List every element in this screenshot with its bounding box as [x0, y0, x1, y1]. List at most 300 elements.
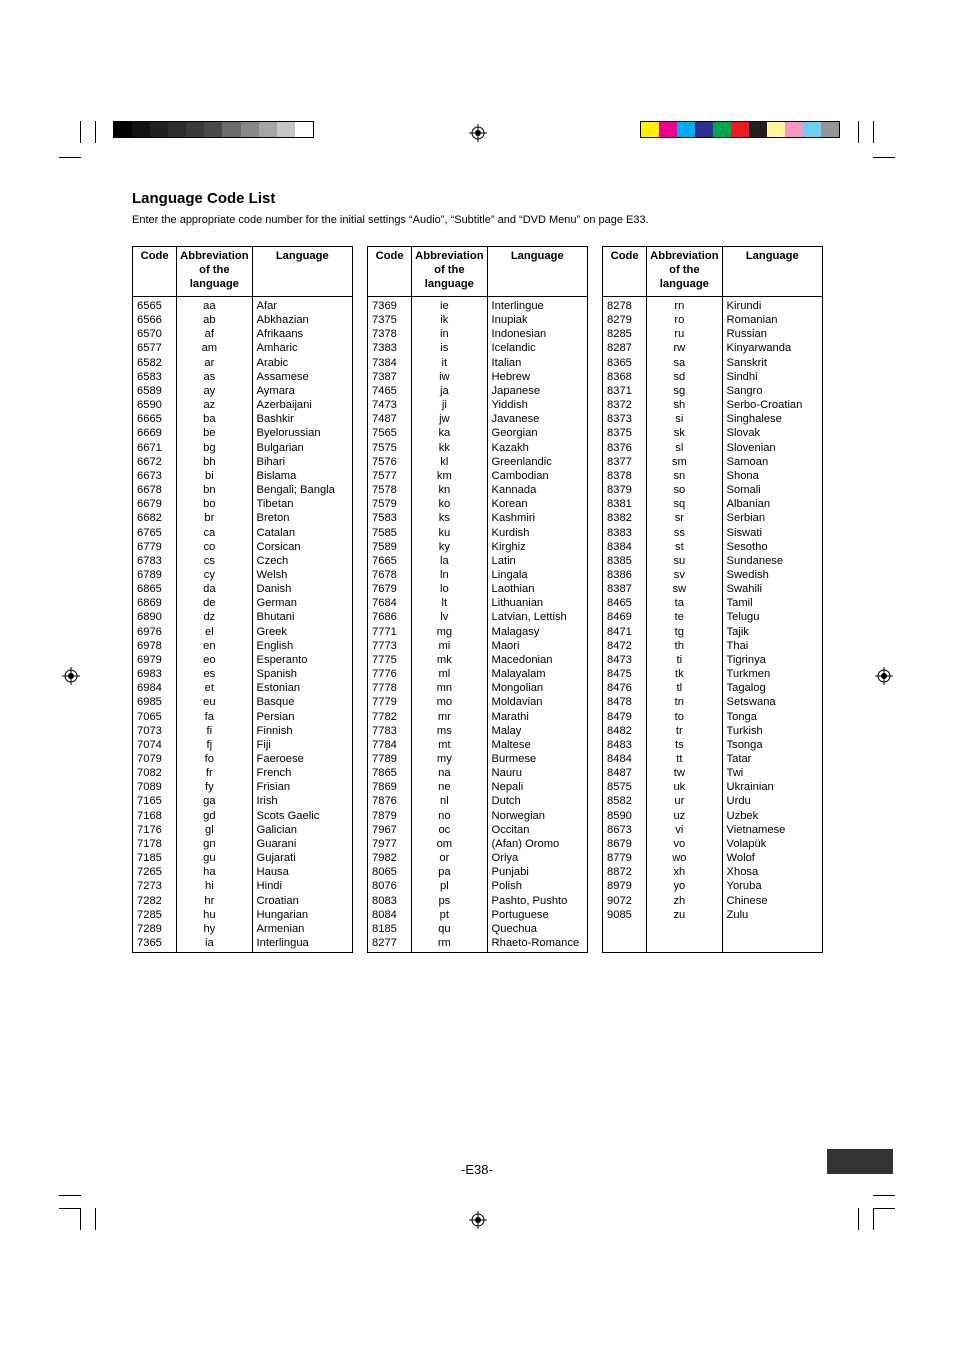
- code-cell: 6869: [137, 597, 162, 610]
- table-row: [603, 639, 823, 653]
- abbreviation-cell: tg: [647, 625, 722, 639]
- table-row: [603, 922, 823, 936]
- language-cell: Pashto, Pushto: [487, 894, 587, 908]
- code-cell: 8065: [372, 866, 397, 879]
- table-row: [133, 823, 353, 837]
- code-header: Code: [133, 247, 177, 297]
- table-row: [603, 809, 823, 823]
- abbreviation-cell: qu: [412, 922, 487, 936]
- crop-mark: [80, 121, 81, 143]
- code-cell: 7678: [372, 568, 397, 581]
- abbreviation-cell: fa: [177, 710, 252, 724]
- code-cell: 6765: [137, 526, 162, 539]
- table-row: [368, 837, 588, 851]
- registration-mark-icon: [469, 124, 487, 142]
- code-cell: 7575: [372, 441, 397, 454]
- color-swatch: [277, 122, 295, 137]
- language-cell: Shona: [722, 469, 822, 483]
- language-cell: Tsonga: [722, 738, 822, 752]
- abbreviation-cell: jw: [412, 412, 487, 426]
- abbreviation-cell: ms: [412, 724, 487, 738]
- abbreviation-cell: ja: [412, 384, 487, 398]
- table-row: [368, 667, 588, 681]
- language-cell: Slovenian: [722, 441, 822, 455]
- code-cell: 8590: [607, 809, 632, 822]
- language-cell: (Afan) Oromo: [487, 837, 587, 851]
- code-cell: 7384: [372, 356, 397, 369]
- code-cell: 7579: [372, 498, 397, 511]
- abbreviation-cell: aa: [177, 297, 252, 314]
- table-row: [133, 695, 353, 709]
- language-cell: Breton: [252, 511, 352, 525]
- language-cell: Catalan: [252, 526, 352, 540]
- language-cell: Tigrinya: [722, 653, 822, 667]
- abbreviation-cell: af: [177, 327, 252, 341]
- table-row: [368, 370, 588, 384]
- color-calibration-bar: [640, 121, 840, 138]
- table-row: [603, 455, 823, 469]
- table-row: [368, 908, 588, 922]
- code-cell: 8482: [607, 724, 632, 737]
- language-cell: Vietnamese: [722, 823, 822, 837]
- color-swatch: [677, 122, 695, 137]
- table-row: [133, 922, 353, 936]
- table-row: [133, 625, 353, 639]
- abbreviation-cell: cs: [177, 554, 252, 568]
- language-cell: Estonian: [252, 681, 352, 695]
- language-cell: Afrikaans: [252, 327, 352, 341]
- code-cell: 6577: [137, 342, 162, 355]
- table-row: [133, 526, 353, 540]
- language-cell: Thai: [722, 639, 822, 653]
- code-cell: 8279: [607, 314, 632, 327]
- language-cell: Sundanese: [722, 554, 822, 568]
- table-row: [133, 412, 353, 426]
- abbreviation-cell: it: [412, 356, 487, 370]
- table-row: [368, 879, 588, 893]
- language-cell: Czech: [252, 554, 352, 568]
- table-row: [368, 526, 588, 540]
- table-row: [603, 823, 823, 837]
- abbreviation-cell: sd: [647, 370, 722, 384]
- code-cell: 7185: [137, 852, 162, 865]
- language-cell: Bhutani: [252, 610, 352, 624]
- abbreviation-cell: ku: [412, 526, 487, 540]
- abbreviation-cell: zu: [647, 908, 722, 922]
- abbreviation-cell: kl: [412, 455, 487, 469]
- abbreviation-cell: ks: [412, 511, 487, 525]
- language-cell: Esperanto: [252, 653, 352, 667]
- abbreviation-cell: az: [177, 398, 252, 412]
- abbreviation-cell: xh: [647, 865, 722, 879]
- abbreviation-header: Abbreviation of the language: [647, 247, 722, 297]
- table-row: [368, 809, 588, 823]
- language-cell: Basque: [252, 695, 352, 709]
- table-row: [133, 596, 353, 610]
- abbreviation-cell: km: [412, 469, 487, 483]
- color-swatch: [150, 122, 168, 137]
- grayscale-calibration-bar: [113, 121, 314, 138]
- table-row: [368, 483, 588, 497]
- color-swatch: [731, 122, 749, 137]
- table-row: [603, 908, 823, 922]
- table-row: [603, 695, 823, 709]
- language-cell: Tajik: [722, 625, 822, 639]
- abbreviation-cell: co: [177, 540, 252, 554]
- abbreviation-cell: mn: [412, 681, 487, 695]
- language-cell: Macedonian: [487, 653, 587, 667]
- abbreviation-cell: ss: [647, 526, 722, 540]
- language-cell: Latvian, Lettish: [487, 610, 587, 624]
- registration-mark-icon: [875, 667, 893, 685]
- code-cell: 9085: [607, 908, 632, 921]
- code-cell: 6783: [137, 554, 162, 567]
- language-code-table-3: [602, 246, 823, 953]
- color-swatch: [749, 122, 767, 137]
- abbreviation-cell: yo: [647, 879, 722, 893]
- color-swatch: [821, 122, 839, 137]
- code-cell: 8479: [607, 710, 632, 723]
- language-cell: Bislama: [252, 469, 352, 483]
- code-cell: 6789: [137, 568, 162, 581]
- code-cell: 7783: [372, 724, 397, 737]
- abbreviation-cell: ay: [177, 384, 252, 398]
- abbreviation-cell: uz: [647, 809, 722, 823]
- code-cell: 9072: [607, 894, 632, 907]
- language-cell: Telugu: [722, 610, 822, 624]
- language-cell: Spanish: [252, 667, 352, 681]
- abbreviation-cell: bn: [177, 483, 252, 497]
- code-cell: 6570: [137, 328, 162, 341]
- abbreviation-cell: ky: [412, 540, 487, 554]
- abbreviation-cell: fr: [177, 766, 252, 780]
- code-cell: 7565: [372, 427, 397, 440]
- code-cell: 8679: [607, 837, 632, 850]
- code-cell: 7967: [372, 823, 397, 836]
- language-cell: Javanese: [487, 412, 587, 426]
- language-cell: Russian: [722, 327, 822, 341]
- code-cell: 8673: [607, 823, 632, 836]
- code-cell: 7168: [137, 809, 162, 822]
- language-cell: Nepali: [487, 780, 587, 794]
- language-cell: Lingala: [487, 568, 587, 582]
- code-cell: 8386: [607, 568, 632, 581]
- code-cell: 7176: [137, 823, 162, 836]
- language-cell: Corsican: [252, 540, 352, 554]
- crop-mark: [80, 1208, 81, 1230]
- abbreviation-cell: th: [647, 639, 722, 653]
- code-cell: 7684: [372, 597, 397, 610]
- table-row: [603, 851, 823, 865]
- code-cell: 6984: [137, 682, 162, 695]
- abbreviation-cell: ik: [412, 313, 487, 327]
- language-cell: Albanian: [722, 497, 822, 511]
- code-cell: 7778: [372, 682, 397, 695]
- language-cell: Rhaeto-Romance: [487, 936, 587, 953]
- code-cell: 8472: [607, 639, 632, 652]
- table-row: [603, 653, 823, 667]
- language-cell: Assamese: [252, 370, 352, 384]
- language-cell: Punjabi: [487, 865, 587, 879]
- abbreviation-cell: st: [647, 540, 722, 554]
- language-cell: Danish: [252, 582, 352, 596]
- code-cell: 8382: [607, 512, 632, 525]
- table-row: [603, 681, 823, 695]
- code-cell: 7876: [372, 795, 397, 808]
- language-cell: Bengali; Bangla: [252, 483, 352, 497]
- code-cell: 8872: [607, 866, 632, 879]
- abbreviation-cell: rn: [647, 297, 722, 314]
- language-cell: Kirghiz: [487, 540, 587, 554]
- crop-mark: [59, 1208, 81, 1209]
- language-cell: Afar: [252, 297, 352, 314]
- code-cell: 7178: [137, 837, 162, 850]
- language-cell: Twi: [722, 766, 822, 780]
- code-cell: 8375: [607, 427, 632, 440]
- abbreviation-cell: tk: [647, 667, 722, 681]
- table-row: [603, 297, 823, 314]
- code-cell: 6669: [137, 427, 162, 440]
- language-cell: Welsh: [252, 568, 352, 582]
- language-cell: Inupiak: [487, 313, 587, 327]
- code-cell: 7387: [372, 370, 397, 383]
- table-row: [368, 724, 588, 738]
- code-cell: 8487: [607, 767, 632, 780]
- language-cell: Greenlandic: [487, 455, 587, 469]
- table-row: [133, 568, 353, 582]
- code-cell: 7589: [372, 540, 397, 553]
- table-row: [368, 568, 588, 582]
- language-cell: Greek: [252, 625, 352, 639]
- language-cell: Bashkir: [252, 412, 352, 426]
- abbreviation-cell: [647, 936, 722, 953]
- language-cell: Maori: [487, 639, 587, 653]
- abbreviation-cell: ca: [177, 526, 252, 540]
- language-header: Language: [722, 247, 822, 297]
- abbreviation-cell: br: [177, 511, 252, 525]
- crop-mark: [59, 1195, 81, 1196]
- language-cell: Interlingua: [252, 936, 352, 953]
- code-cell: 6682: [137, 512, 162, 525]
- color-swatch: [259, 122, 277, 137]
- table-row: [603, 526, 823, 540]
- language-cell: Amharic: [252, 341, 352, 355]
- abbreviation-cell: ji: [412, 398, 487, 412]
- table-row: [133, 710, 353, 724]
- code-cell: 8979: [607, 880, 632, 893]
- abbreviation-cell: gu: [177, 851, 252, 865]
- table-row: [603, 469, 823, 483]
- abbreviation-header: Abbreviation of the language: [412, 247, 487, 297]
- abbreviation-cell: zh: [647, 894, 722, 908]
- table-row: [133, 297, 353, 314]
- table-row: [368, 596, 588, 610]
- table-row: [368, 540, 588, 554]
- code-cell: 8285: [607, 328, 632, 341]
- code-cell: 7679: [372, 583, 397, 596]
- color-swatch: [132, 122, 150, 137]
- color-swatch: [767, 122, 785, 137]
- code-cell: 7282: [137, 894, 162, 907]
- code-cell: 7073: [137, 724, 162, 737]
- language-cell: Bulgarian: [252, 441, 352, 455]
- language-cell: Siswati: [722, 526, 822, 540]
- table-row: [603, 398, 823, 412]
- table-row: [368, 639, 588, 653]
- table-row: [133, 441, 353, 455]
- abbreviation-cell: ml: [412, 667, 487, 681]
- abbreviation-cell: wo: [647, 851, 722, 865]
- abbreviation-cell: ka: [412, 426, 487, 440]
- abbreviation-cell: rw: [647, 341, 722, 355]
- code-cell: 6590: [137, 399, 162, 412]
- abbreviation-cell: tr: [647, 724, 722, 738]
- table-row: [133, 370, 353, 384]
- language-cell: Tibetan: [252, 497, 352, 511]
- language-cell: Georgian: [487, 426, 587, 440]
- abbreviation-cell: be: [177, 426, 252, 440]
- code-cell: 6566: [137, 314, 162, 327]
- code-cell: 7365: [137, 937, 162, 950]
- table-row: [603, 936, 823, 953]
- table-row: [603, 384, 823, 398]
- language-cell: Kashmiri: [487, 511, 587, 525]
- code-cell: 7289: [137, 922, 162, 935]
- table-row: [133, 724, 353, 738]
- abbreviation-cell: ru: [647, 327, 722, 341]
- table-row: [368, 794, 588, 808]
- code-cell: 8379: [607, 484, 632, 497]
- language-cell: Lithuanian: [487, 596, 587, 610]
- table-row: [133, 639, 353, 653]
- crop-mark: [59, 157, 81, 158]
- code-cell: 7784: [372, 738, 397, 751]
- language-cell: Hebrew: [487, 370, 587, 384]
- abbreviation-cell: de: [177, 596, 252, 610]
- code-cell: 7576: [372, 455, 397, 468]
- code-cell: 6979: [137, 653, 162, 666]
- language-cell: Turkmen: [722, 667, 822, 681]
- code-cell: 6671: [137, 441, 162, 454]
- color-swatch: [659, 122, 677, 137]
- language-cell: Quechua: [487, 922, 587, 936]
- code-cell: 8779: [607, 852, 632, 865]
- code-cell: 8483: [607, 738, 632, 751]
- language-cell: Urdu: [722, 794, 822, 808]
- table-row: [603, 865, 823, 879]
- abbreviation-cell: ur: [647, 794, 722, 808]
- table-row: [368, 398, 588, 412]
- color-swatch: [803, 122, 821, 137]
- abbreviation-cell: hr: [177, 894, 252, 908]
- code-cell: 7583: [372, 512, 397, 525]
- language-cell: Malayalam: [487, 667, 587, 681]
- language-cell: Mongolian: [487, 681, 587, 695]
- language-cell: Sangro: [722, 384, 822, 398]
- language-cell: Setswana: [722, 695, 822, 709]
- table-row: [603, 710, 823, 724]
- abbreviation-cell: ie: [412, 297, 487, 314]
- table-row: [368, 695, 588, 709]
- color-swatch: [785, 122, 803, 137]
- code-cell: 7982: [372, 852, 397, 865]
- abbreviation-cell: et: [177, 681, 252, 695]
- language-cell: [722, 936, 822, 953]
- code-cell: 7879: [372, 809, 397, 822]
- abbreviation-cell: sk: [647, 426, 722, 440]
- table-row: [133, 936, 353, 953]
- code-cell: 7977: [372, 837, 397, 850]
- abbreviation-cell: tt: [647, 752, 722, 766]
- color-swatch: [641, 122, 659, 137]
- code-cell: 8376: [607, 441, 632, 454]
- code-cell: 6978: [137, 639, 162, 652]
- code-cell: [603, 936, 647, 953]
- table-row: [368, 384, 588, 398]
- table-row: [603, 894, 823, 908]
- table-row: [133, 313, 353, 327]
- code-cell: 7089: [137, 781, 162, 794]
- abbreviation-cell: dz: [177, 610, 252, 624]
- language-header: Language: [252, 247, 352, 297]
- language-cell: Turkish: [722, 724, 822, 738]
- abbreviation-cell: la: [412, 554, 487, 568]
- language-cell: Japanese: [487, 384, 587, 398]
- language-cell: Hungarian: [252, 908, 352, 922]
- code-cell: 8469: [607, 611, 632, 624]
- color-swatch: [695, 122, 713, 137]
- abbreviation-cell: ti: [647, 653, 722, 667]
- abbreviation-cell: gn: [177, 837, 252, 851]
- page-title: Language Code List: [132, 190, 276, 207]
- language-cell: Fiji: [252, 738, 352, 752]
- table-row: [603, 752, 823, 766]
- code-cell: 7383: [372, 342, 397, 355]
- table-row: [368, 738, 588, 752]
- language-cell: Latin: [487, 554, 587, 568]
- language-cell: Kannada: [487, 483, 587, 497]
- table-row: [368, 554, 588, 568]
- language-cell: Arabic: [252, 356, 352, 370]
- abbreviation-cell: ro: [647, 313, 722, 327]
- code-header: Code: [368, 247, 412, 297]
- abbreviation-cell: eu: [177, 695, 252, 709]
- abbreviation-cell: bg: [177, 441, 252, 455]
- table-row: [133, 469, 353, 483]
- abbreviation-cell: to: [647, 710, 722, 724]
- abbreviation-cell: vo: [647, 837, 722, 851]
- crop-mark: [873, 1208, 895, 1209]
- abbreviation-cell: fy: [177, 780, 252, 794]
- language-cell: Slovak: [722, 426, 822, 440]
- table-row: [603, 341, 823, 355]
- abbreviation-cell: te: [647, 610, 722, 624]
- table-row: [368, 469, 588, 483]
- abbreviation-cell: es: [177, 667, 252, 681]
- language-cell: Somali: [722, 483, 822, 497]
- table-row: [368, 497, 588, 511]
- language-cell: Italian: [487, 356, 587, 370]
- table-row: [133, 908, 353, 922]
- table-row: [603, 724, 823, 738]
- table-row: [603, 582, 823, 596]
- language-cell: Tatar: [722, 752, 822, 766]
- language-cell: Polish: [487, 879, 587, 893]
- abbreviation-cell: [647, 922, 722, 936]
- code-cell: 8476: [607, 682, 632, 695]
- language-cell: Guarani: [252, 837, 352, 851]
- code-cell: 7789: [372, 753, 397, 765]
